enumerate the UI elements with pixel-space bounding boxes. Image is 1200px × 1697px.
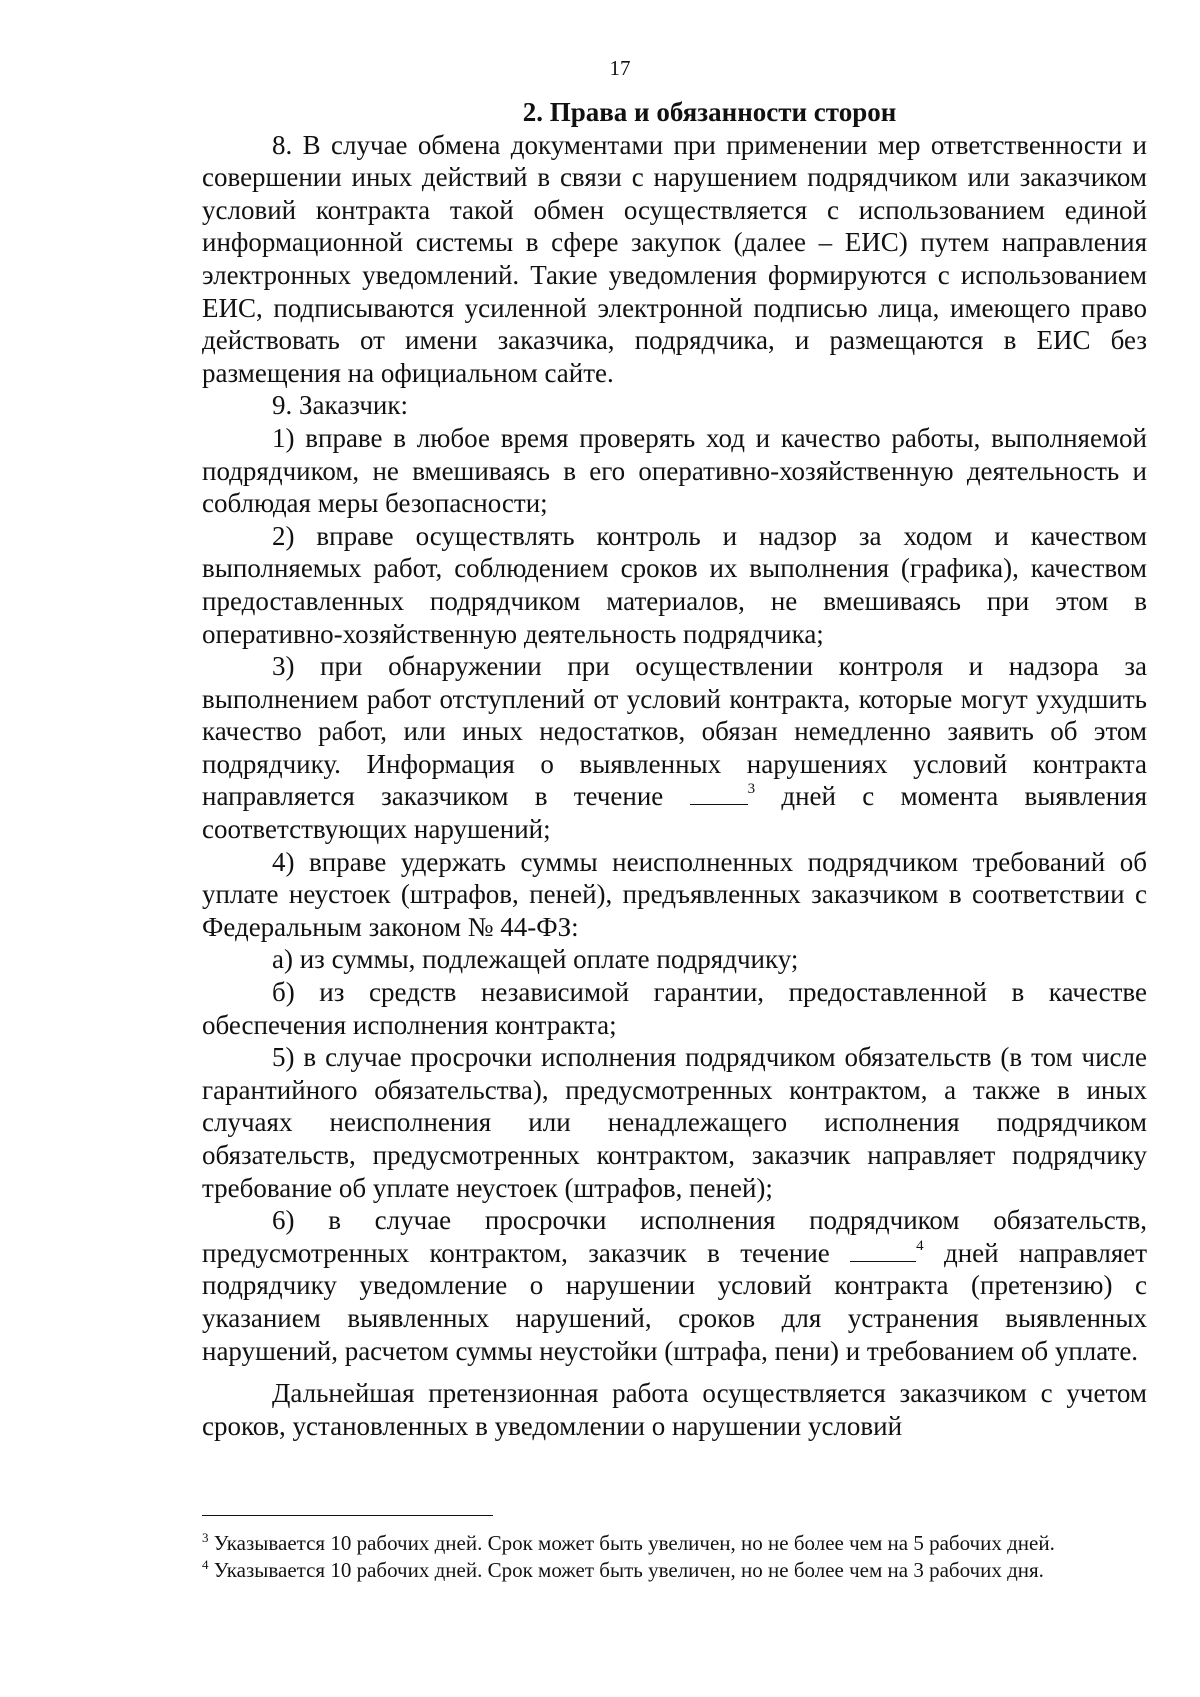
clause-9-6	[202, 1204, 1147, 1367]
days-blank-field	[850, 1241, 916, 1262]
clause-9-5: 5) в случае просрочки исполнения подрядчиком обязательств (в том числе гарантийного обязательства), предусмотренных контрактом, а также в иных случаях неисполнения или ненадлежащего исполнения подрядчиком обязательств, предусмотренных контрактом, заказчик направляет подрядчику требование об уплате неустоек (штрафов, пеней);	[202, 1042, 1147, 1203]
footnote-text: Указывается 10 рабочих дней. Срок может быть увеличен, но не более чем на 3 рабочих дня.	[213, 1558, 1044, 1582]
footnote-text: Указывается 10 рабочих дней. Срок может быть увеличен, но не более чем на 5 рабочих дней.	[213, 1531, 1055, 1555]
clause-9-6-text: 6) в случае просрочки исполнения подрядчиком обязательств, предусмотренных контрактом, заказчик в течение	[202, 1205, 1147, 1268]
clause-9: 9. Заказчик:	[272, 390, 408, 421]
claim-work-paragraph: Дальнейшая претензионная работа осуществляется заказчиком с учетом сроков, установленных в уведомлении о нарушении условий	[202, 1378, 1147, 1441]
footnotes	[202, 1530, 1162, 1584]
footnote-separator	[202, 1515, 493, 1516]
days-blank-field	[690, 784, 748, 805]
footnote-mark: 3	[202, 1530, 209, 1545]
footnote-ref-4: 4	[916, 1237, 924, 1254]
clause-9-1: 1) вправе в любое время проверять ход и качество работы, выполняемой подрядчиком, не вмешиваясь в его оперативно-хозяйственную деятельность и соблюдая меры безопасности;	[202, 422, 1147, 519]
clause-9-4: 4) вправе удержать суммы неисполненных подрядчиком требований об уплате неустоек (штрафов, пеней), предъявленных заказчиком в соответствии с Федеральным законом № 44-ФЗ:	[202, 846, 1147, 942]
clause-9-4-b: б) из средств независимой гарантии, предоставленной в качестве обеспечения исполнения контракта;	[202, 977, 1147, 1040]
footnote	[202, 1530, 1162, 1557]
clause-9-4-a: а) из суммы, подлежащей оплате подрядчику;	[272, 944, 799, 975]
clause-9-3-text: 3) при обнаружении при осуществлении контроля и надзора за выполнением работ отступлений от условий контракта, которые могут ухудшить качество работ, или иных недостатков, обязан немедленно заявить об этом подрядчику. Информация о выявленных нарушениях условий контракта направляется заказчиком в течение	[202, 651, 1147, 812]
footnote-ref-3: 3	[747, 781, 756, 798]
footnote	[202, 1557, 1162, 1584]
section-title: 2. Права и обязанности сторон	[522, 97, 897, 127]
clause-9-6-text-end: дней направляет подрядчику уведомление о нарушении условий контракта (претензию) с указанием выявленных нарушений, сроков для устранения выявленных нарушений, расчетом суммы неустойки (штрафа, пени) и требованием об уплате.	[202, 1237, 1148, 1366]
document-body	[202, 96, 1147, 1442]
footnote-mark: 4	[202, 1557, 209, 1572]
clause-9-3	[202, 650, 1147, 846]
clause-9-2: 2) вправе осуществлять контроль и надзор за ходом и качеством выполняемых работ, соблюдением сроков их выполнения (графика), качеством предоставленных подрядчиком материалов, не вмешиваясь при этом в оперативно-хозяйственную деятельность подрядчика;	[202, 520, 1147, 649]
page-number: 17	[609, 56, 631, 80]
clause-9-3-text-end: дней с момента выявления соответствующих нарушений;	[202, 781, 1148, 845]
clause-8: 8. В случае обмена документами при применении мер ответственности и совершении иных действий в связи с нарушением подрядчиком или заказчиком условий контракта такой обмен осуществляется с использованием единой информационной системы в сфере закупок (далее – ЕИС) путем направления электронных уведомлений. Такие уведомления формируются с использованием ЕИС, подписываются усиленной электронной подписью лица, имеющего право действовать от имени заказчика, подрядчика, и размещаются в ЕИС без размещения на официальном сайте.	[202, 129, 1147, 388]
